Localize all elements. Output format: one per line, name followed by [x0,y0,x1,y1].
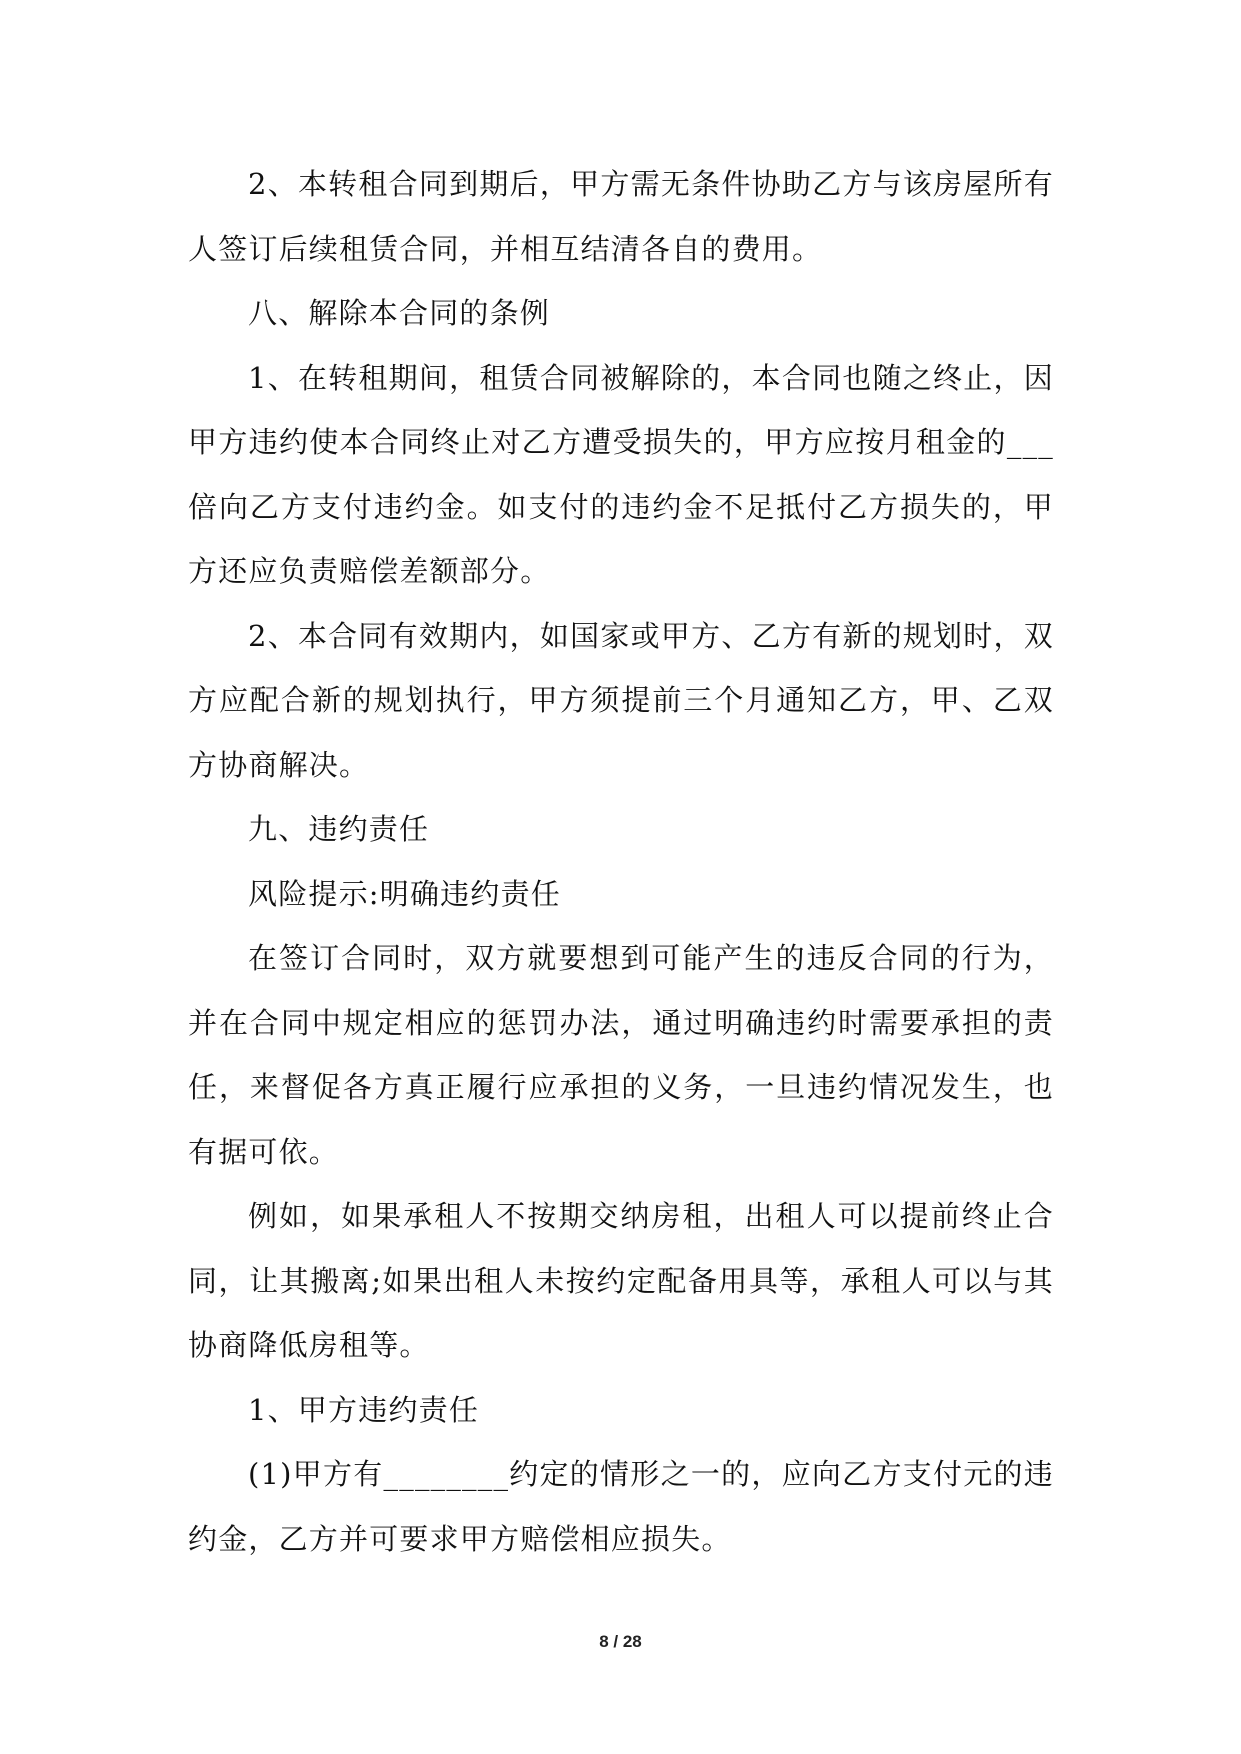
paragraph-sublease-expiry: 2、本转租合同到期后，甲方需无条件协助乙方与该房屋所有人签订后续租赁合同，并相互结清各自的费用。 [188,167,1054,266]
paragraph-risk-explanation: 在签订合同时，双方就要想到可能产生的违反合同的行为，并在合同中规定相应的惩罚办法，通过明确违约时需要承担的责任，来督促各方真正履行应承担的义务，一旦违约情况发生，也有据可依。 [188,941,1054,1169]
risk-tip-heading: 风险提示:明确违约责任 [248,876,561,911]
paragraph-termination-clause-2: 2、本合同有效期内，如国家或甲方、乙方有新的规划时，双方应配合新的规划执行，甲方须提前三个月通知乙方，甲、乙双方协商解决。 [188,618,1054,782]
paragraph-termination-clause-1: 1、在转租期间，租赁合同被解除的，本合同也随之终止，因甲方违约使本合同终止对乙方遭受损失的，甲方应按月租金的___倍向乙方支付违约金。如支付的违约金不足抵付乙方损失的，甲方还应负责赔偿差额部分。 [188,360,1054,588]
section-heading-breach-liability: 九、违约责任 [248,812,430,846]
document-body [188,152,1054,1571]
section-heading-termination: 八、解除本合同的条例 [248,296,551,330]
subheading-party-a-liability: 1、甲方违约责任 [248,1392,480,1427]
paragraph-party-a-clause-1: (1)甲方有________约定的情形之一的，应向乙方支付元的违约金，乙方并可要求甲方赔偿相应损失。 [188,1457,1054,1556]
paragraph-example: 例如，如果承租人不按期交纳房租，出租人可以提前终止合同，让其搬离;如果出租人未按约定配备用具等，承租人可以与其协商降低房租等。 [188,1199,1054,1362]
page-number: 8 / 28 [599,1632,642,1651]
